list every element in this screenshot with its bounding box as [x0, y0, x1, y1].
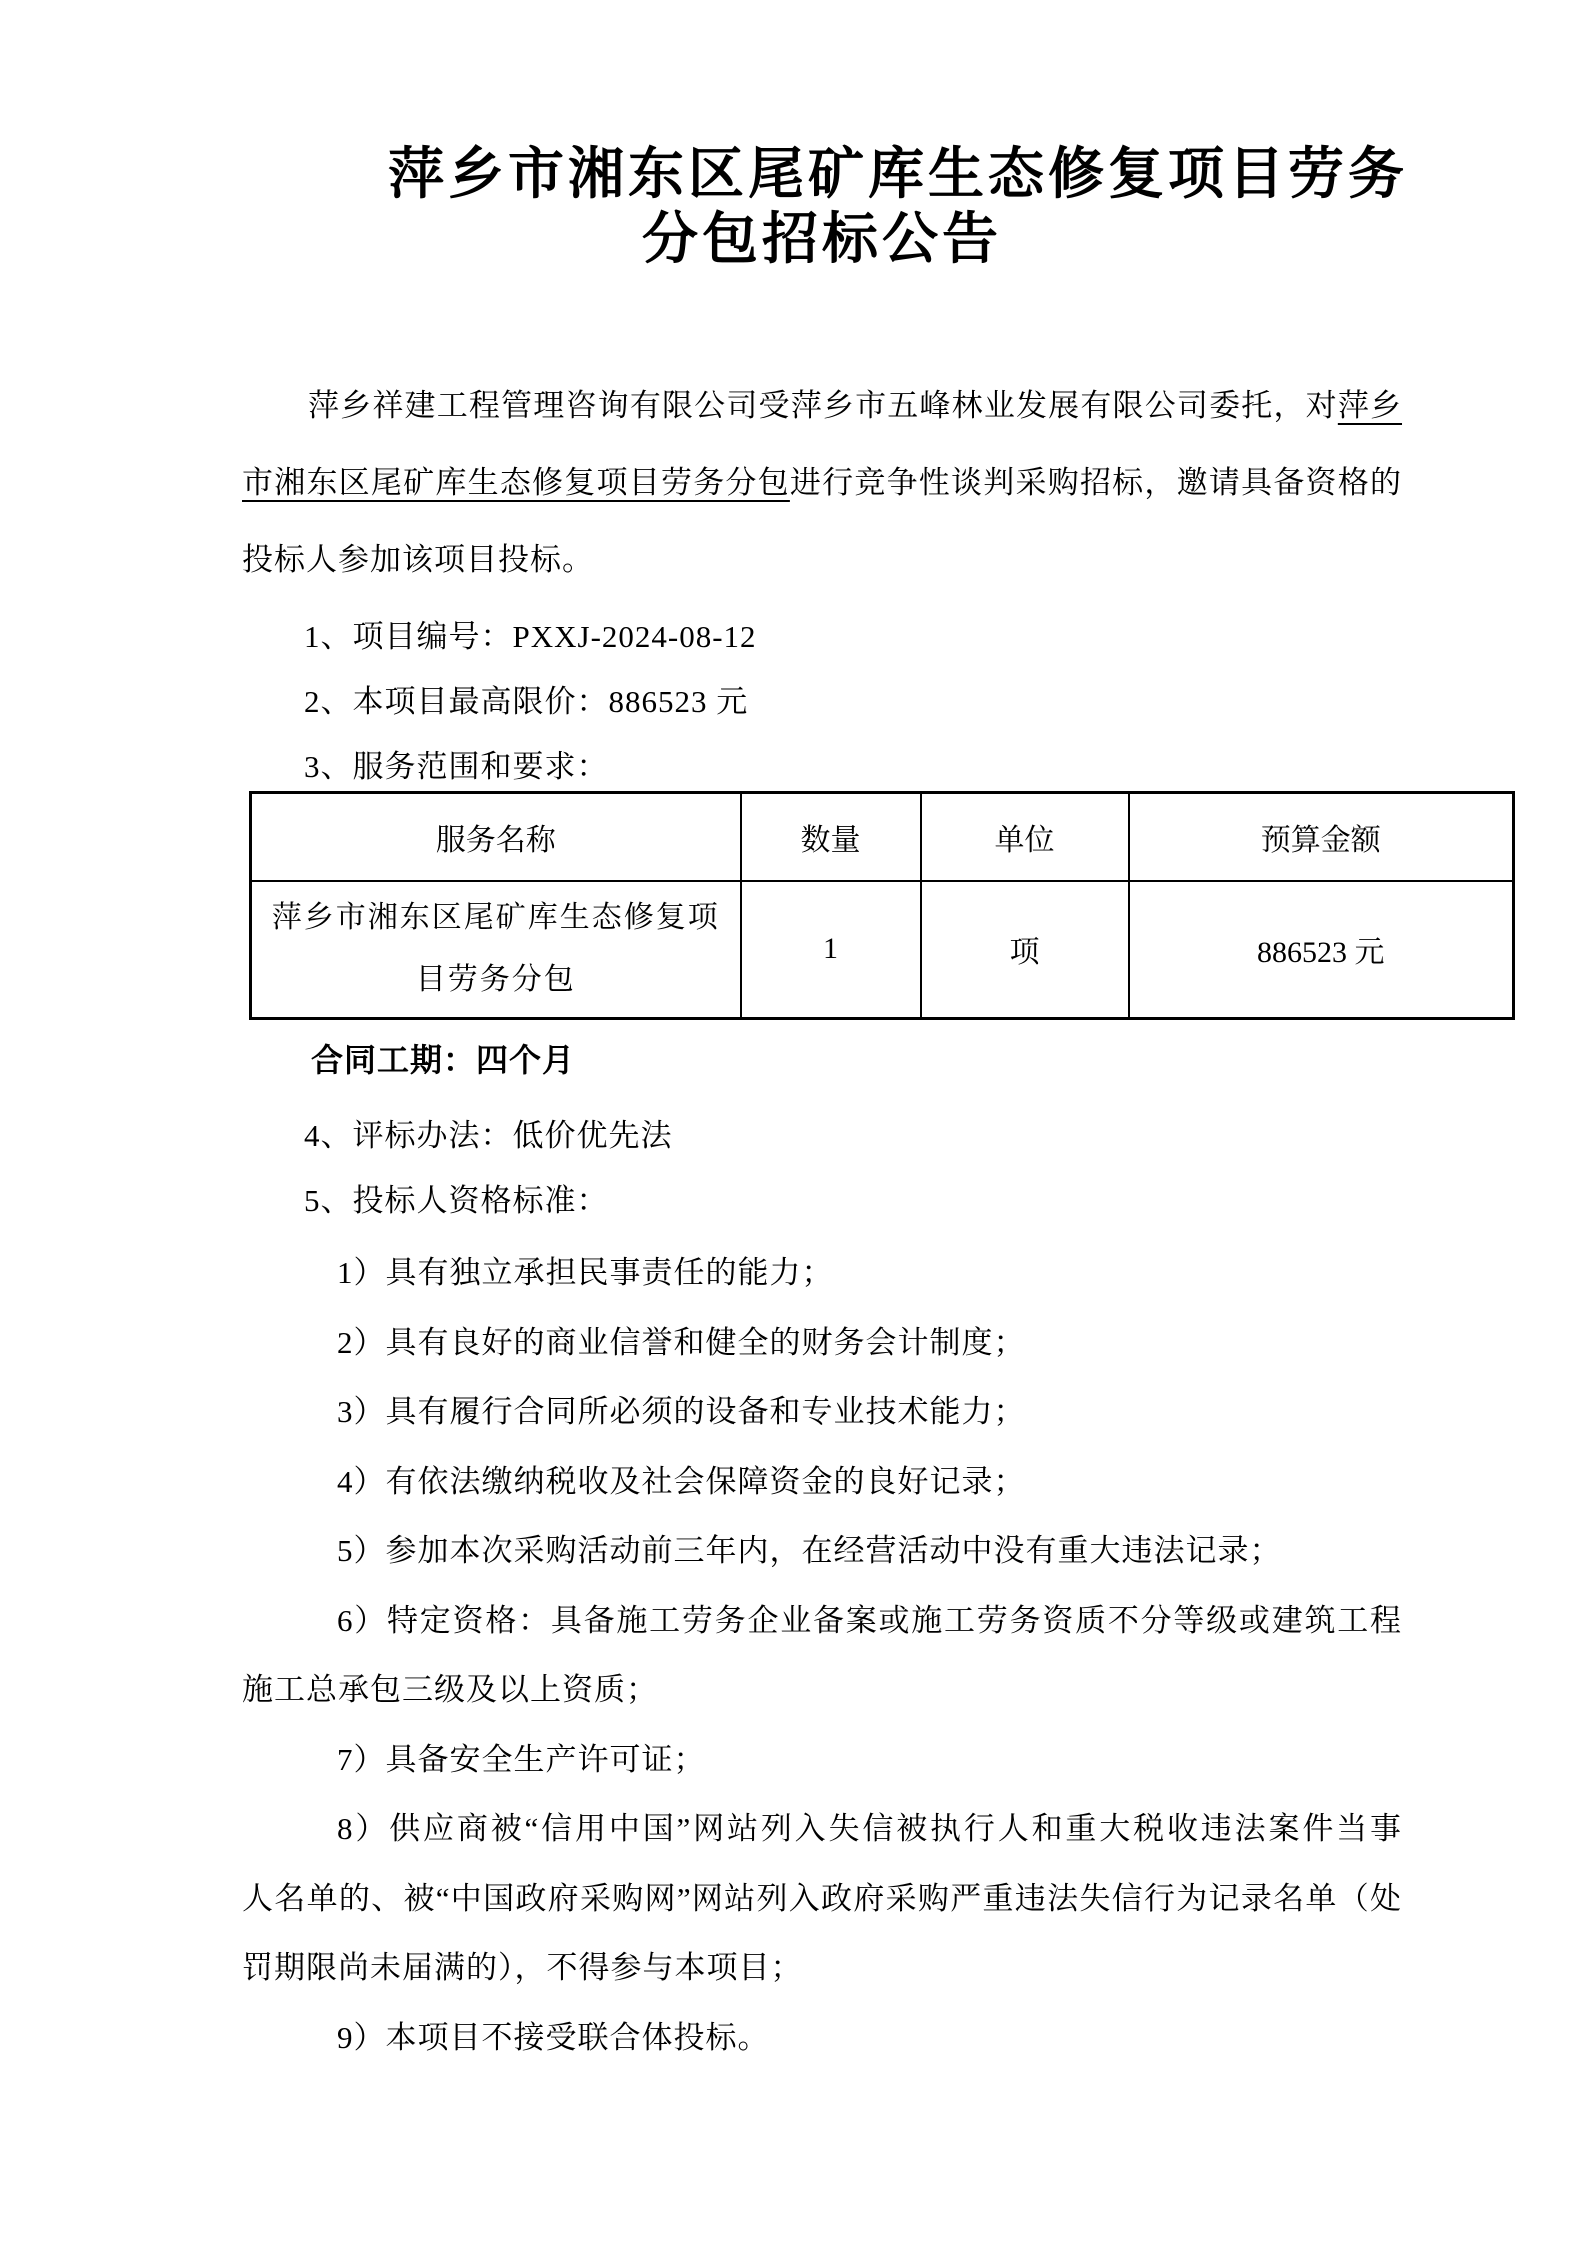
- title-line-2: 分包招标公告: [642, 209, 1002, 271]
- table-header-cell: 数量: [741, 793, 921, 881]
- underlined-project-name: 市湘东区尾矿库生态修复项目劳务分包: [242, 465, 790, 500]
- document-title: [242, 143, 1408, 273]
- numbered-item: 1、项目编号：PXXJ-2024-08-12: [304, 619, 757, 654]
- numbered-item: 4、评标办法：低价优先法: [304, 1118, 673, 1153]
- qualification-line: 5）参加本次采购活动前三年内，在经营活动中没有重大违法记录；: [337, 1533, 1282, 1568]
- table-data-cell: 项: [921, 881, 1129, 1019]
- table-header-cell: 单位: [921, 793, 1129, 881]
- qualification-line: 2）具有良好的商业信誉和健全的财务会计制度；: [337, 1324, 1026, 1360]
- intro-paragraph: [242, 367, 1402, 598]
- intro-text-run: 投标人参加该项目投标。: [242, 542, 594, 577]
- intro-text-run: 进行竞争性谈判采购招标，邀请具备资格的: [789, 465, 1403, 500]
- items-after-table: [242, 1103, 1512, 1233]
- title-line-1: 萍乡市湘东区尾矿库生态修复项目劳务: [388, 144, 1408, 206]
- qualification-line: 1）具有独立承担民事责任的能力；: [337, 1255, 834, 1290]
- table-body-row: [251, 881, 1514, 1019]
- document-body: [242, 143, 1512, 2072]
- qualification-line: 8）供应商被“信用中国”网站列入失信被执行人和重大税收违法案件当事: [337, 1811, 1402, 1846]
- qualification-list: [242, 1238, 1402, 2072]
- qualification-line: 人名单的、被“中国政府采购网”网站列入政府采购严重违法失信行为记录名单（处: [242, 1880, 1402, 1916]
- intro-text-run: 萍乡祥建工程管理咨询有限公司受萍乡市五峰林业发展有限公司委托，对: [308, 388, 1338, 423]
- qualification-line: 7）具备安全生产许可证；: [337, 1741, 706, 1777]
- table-header-cell: 服务名称: [251, 793, 741, 881]
- table-header-cell: 预算金额: [1129, 793, 1514, 881]
- qualification-line: 4）有依法缴纳税收及社会保障资金的良好记录；: [337, 1463, 1026, 1499]
- contract-period-line: 合同工期：四个月: [311, 1042, 576, 1078]
- numbered-item: 2、本项目最高限价：886523 元: [304, 684, 749, 719]
- numbered-item: 5、投标人资格标准：: [304, 1183, 609, 1218]
- qualification-line: 施工总承包三级及以上资质；: [242, 1672, 658, 1707]
- table-header-row: [251, 793, 1514, 881]
- numbered-item: 3、服务范围和要求：: [304, 749, 609, 784]
- table-data-cell: 886523 元: [1129, 881, 1514, 1019]
- intro-line: [242, 367, 1402, 444]
- intro-line: [242, 521, 1402, 598]
- qualification-line: 9）本项目不接受联合体投标。: [337, 2019, 770, 2055]
- qualification-line: 3）具有履行合同所必须的设备和专业技术能力；: [337, 1394, 1026, 1429]
- intro-line: [242, 444, 1402, 521]
- items-before-table: [242, 604, 1512, 799]
- underlined-project-name: 萍乡: [1337, 388, 1403, 423]
- qualification-line: 6）特定资格：具备施工劳务企业备案或施工劳务资质不分等级或建筑工程: [337, 1602, 1402, 1638]
- table-data-cell: 萍乡市湘东区尾矿库生态修复项目劳务分包: [251, 881, 741, 1019]
- table-data-cell: 1: [741, 881, 921, 1019]
- service-table: [249, 791, 1515, 1020]
- qualification-line: 罚期限尚未届满的），不得参与本项目；: [242, 1950, 803, 1985]
